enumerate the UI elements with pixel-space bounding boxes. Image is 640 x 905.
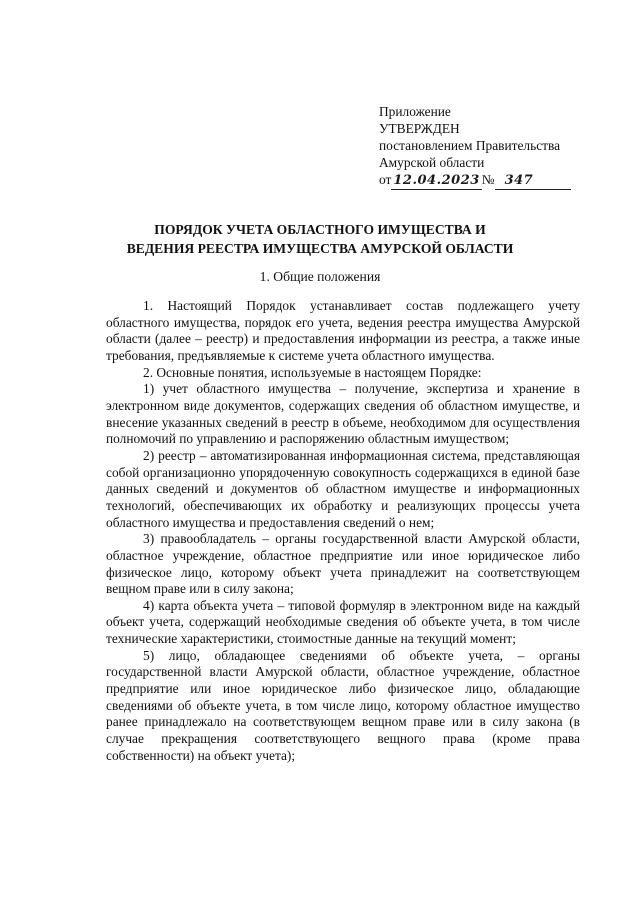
number-field xyxy=(495,171,571,190)
date-prefix: от xyxy=(379,172,392,187)
paragraph-6: 4) карта объекта учета – типовой формуляр в электронном виде на каждый объект учета, содержащий необходимые сведения об объекте учета, в том числе технические характеристики, стоимостные данные на текущий момент; xyxy=(106,597,580,647)
number-prefix: № xyxy=(481,172,495,187)
paragraph-2: 2. Основные понятия, используемые в настоящем Порядке: xyxy=(143,364,482,380)
appendix-label: Приложение xyxy=(379,104,451,119)
document-title xyxy=(60,220,580,258)
handwritten-number: 347 xyxy=(504,173,534,188)
title-line-2: ВЕДЕНИЯ РЕЕСТРА ИМУЩЕСТВА АМУРСКОЙ ОБЛАСТИ xyxy=(126,241,514,256)
region-line: Амурской области xyxy=(379,155,485,170)
handwritten-date: 12.04.2023 xyxy=(393,173,480,188)
date-number-line xyxy=(379,171,599,190)
paragraph-7: 5) лицо, обладающее сведениями об объекте учета, – органы государственной власти Амурской области, областное учреждение, областное предприятие или иное юридическое либо физическое лицо, обладающие сведениями об объекте учета, в том числе лицо, которому областное имущество ранее принадлежало на соответствующем вещном праве или в силу закона (в случае прекращения соответствующего вещного права (кроме права собственности) на объект учета); xyxy=(106,647,580,763)
document-body xyxy=(106,298,580,764)
paragraph-5: 3) правообладатель – органы государственной власти Амурской области, областное учреждение, областное предприятие или иное юридическое либо физическое лицо, которому объект учета принадлежит на соответствующем вещном праве или в силу закона; xyxy=(106,531,580,597)
approval-block xyxy=(379,103,599,190)
date-field xyxy=(391,171,481,190)
paragraph-1: 1. Настоящий Порядок устанавливает состав подлежащего учету областного имущества, порядок его учета, ведения реестра имущества Амурской области (далее – реестр) и предоставления информации из реестра, а также иные требования, предъявляемые к системе учета областного имущества. xyxy=(106,298,580,363)
section-heading: 1. Общие положения xyxy=(259,269,381,284)
paragraph-3: 1) учет областного имущества – получение, экспертиза и хранение в электронном виде документов, содержащих сведения об областном имуществе, и внесение указанных сведений в реестр в объеме, необходимом для осуществления полномочий по управлению и распоряжению областным имуществом; xyxy=(106,381,580,447)
title-line-1: ПОРЯДОК УЧЕТА ОБЛАСТНОГО ИМУЩЕСТВА И xyxy=(154,222,486,237)
paragraph-4: 2) реестр – автоматизированная информационная система, представляющая собой организационно упорядоченную совокупность содержащихся в единой базе данных сведений и документов об областном имуществе и информационных технологий, обеспечивающих их обработку и реализующих процессы учета областного имущества и предоставления сведений о нем; xyxy=(106,447,580,530)
approved-label: УТВЕРЖДЕН xyxy=(379,121,460,136)
approved-by-line: постановлением Правительства xyxy=(379,138,561,153)
